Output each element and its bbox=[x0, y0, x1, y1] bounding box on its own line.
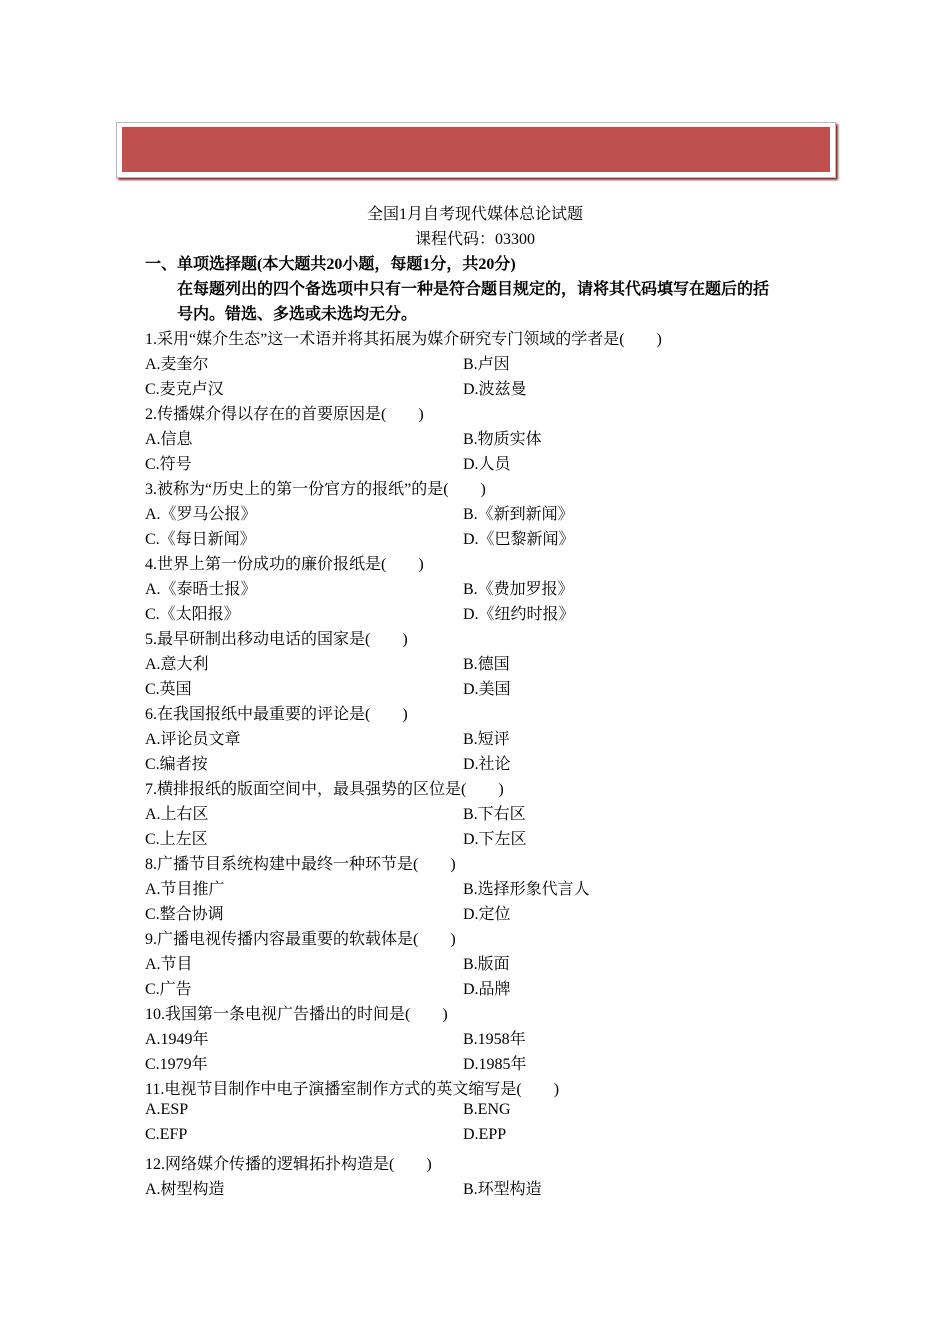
option-b: B.《新到新闻》 bbox=[463, 506, 574, 523]
question-stem: 3.被称为“历史上的第一份官方的报纸”的是( ) bbox=[145, 481, 486, 498]
option-a: A.信息 bbox=[145, 431, 193, 448]
option-b: B.选择形象代言人 bbox=[463, 881, 590, 898]
option-c: C.编者按 bbox=[145, 756, 208, 773]
option-c: C.广告 bbox=[145, 981, 192, 998]
option-a: A.意大利 bbox=[145, 656, 209, 673]
option-a: A.1949年 bbox=[145, 1031, 209, 1048]
option-d: D.EPP bbox=[463, 1126, 507, 1143]
option-b: B.短评 bbox=[463, 731, 510, 748]
option-a: A.上右区 bbox=[145, 806, 209, 823]
question-stem: 9.广播电视传播内容最重要的软载体是( ) bbox=[145, 931, 456, 948]
option-b: B.德国 bbox=[463, 656, 510, 673]
option-c: C.上左区 bbox=[145, 831, 208, 848]
option-b: B.ENG bbox=[463, 1101, 511, 1118]
option-a: A.节目 bbox=[145, 956, 193, 973]
option-c: C.英国 bbox=[145, 681, 192, 698]
question-stem: 10.我国第一条电视广告播出的时间是( ) bbox=[145, 1006, 448, 1023]
option-a: A.《罗马公报》 bbox=[145, 506, 257, 523]
option-b: B.版面 bbox=[463, 956, 510, 973]
option-d: D.《巴黎新闻》 bbox=[463, 531, 575, 548]
exam-title: 全国1月自考现代媒体总论试题 bbox=[366, 206, 583, 223]
question-stem: 1.采用“媒介生态”这一术语并将其拓展为媒介研究专门领域的学者是( ) bbox=[145, 331, 662, 348]
option-c: C.《太阳报》 bbox=[145, 606, 240, 623]
question-stem: 7.横排报纸的版面空间中，最具强势的区位是( ) bbox=[145, 781, 504, 798]
option-b: B.环型构造 bbox=[463, 1181, 542, 1198]
header-banner bbox=[116, 122, 836, 178]
option-a: A.节目推广 bbox=[145, 881, 225, 898]
option-d: D.社论 bbox=[463, 756, 511, 773]
option-d: D.人员 bbox=[463, 456, 511, 473]
option-d: D.波兹曼 bbox=[463, 381, 527, 398]
option-a: A.ESP bbox=[145, 1101, 189, 1118]
option-d: D.《纽约时报》 bbox=[463, 606, 575, 623]
option-c: C.1979年 bbox=[145, 1056, 208, 1073]
option-d: D.1985年 bbox=[463, 1056, 527, 1073]
question-stem: 4.世界上第一份成功的廉价报纸是( ) bbox=[145, 556, 424, 573]
option-b: B.物质实体 bbox=[463, 431, 542, 448]
option-a: A.评论员文章 bbox=[145, 731, 241, 748]
option-d: D.美国 bbox=[463, 681, 511, 698]
section-instruction-1: 在每题列出的四个备选项中只有一种是符合题目规定的，请将其代码填写在题后的括 bbox=[177, 281, 770, 298]
banner-fill bbox=[122, 127, 830, 172]
question-stem: 5.最早研制出移动电话的国家是( ) bbox=[145, 631, 408, 648]
option-b: B.下右区 bbox=[463, 806, 526, 823]
section-heading: 一、单项选择题(本大题共20小题，每题1分，共20分) bbox=[145, 256, 516, 273]
option-d: D.下左区 bbox=[463, 831, 527, 848]
option-d: D.定位 bbox=[463, 906, 511, 923]
option-d: D.品牌 bbox=[463, 981, 511, 998]
question-stem: 8.广播节目系统构建中最终一种环节是( ) bbox=[145, 856, 456, 873]
option-a: A.麦奎尔 bbox=[145, 356, 209, 373]
course-code: 课程代码：03300 bbox=[414, 231, 535, 248]
question-stem: 2.传播媒介得以存在的首要原因是( ) bbox=[145, 406, 424, 423]
option-c: C.EFP bbox=[145, 1126, 188, 1143]
option-c: C.《每日新闻》 bbox=[145, 531, 256, 548]
option-b: B.1958年 bbox=[463, 1031, 526, 1048]
option-c: C.符号 bbox=[145, 456, 192, 473]
option-c: C.麦克卢汉 bbox=[145, 381, 224, 398]
option-b: B.《费加罗报》 bbox=[463, 581, 574, 598]
option-c: C.整合协调 bbox=[145, 906, 224, 923]
section-instruction-2: 号内。错选、多选或未选均无分。 bbox=[177, 306, 418, 323]
option-b: B.卢因 bbox=[463, 356, 510, 373]
option-a: A.树型构造 bbox=[145, 1181, 225, 1198]
question-stem: 6.在我国报纸中最重要的评论是( ) bbox=[145, 706, 408, 723]
question-stem: 12.网络媒介传播的逻辑拓扑构造是( ) bbox=[145, 1156, 432, 1173]
question-stem: 11.电视节目制作中电子演播室制作方式的英文缩写是( ) bbox=[145, 1081, 560, 1098]
option-a: A.《泰晤士报》 bbox=[145, 581, 257, 598]
